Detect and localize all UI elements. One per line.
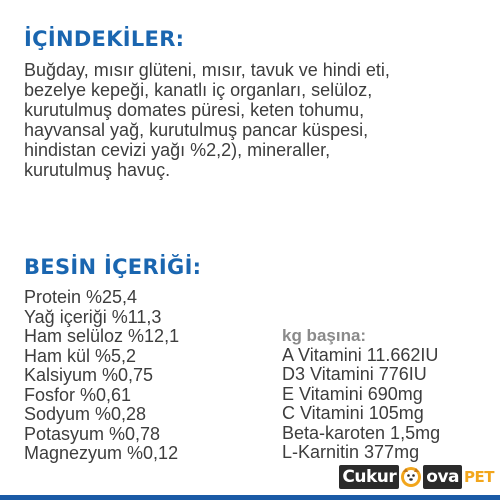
brand-logo xyxy=(339,464,494,490)
nutrition-item: Kalsiyum %0,75 xyxy=(24,365,154,385)
vitamin-item: A Vitamini 11.662IU xyxy=(282,344,439,365)
vitamin-item: Beta-karoten 1,5mg xyxy=(282,422,441,443)
nutrition-item: Protein %25,4 xyxy=(24,287,138,307)
nutrition-item: Potasyum %0,78 xyxy=(24,423,161,444)
logo-word-1: Cukur xyxy=(339,465,399,489)
vitamin-item: L-Karnitin 377mg xyxy=(282,442,420,462)
nutrition-heading: BESİN İÇERİĞİ: xyxy=(24,255,202,279)
nutrition-item: Ham kül %5,2 xyxy=(24,345,137,366)
ingredients-line: hayvansal yağ, kurutulmuş pancar küspesi, xyxy=(24,120,369,140)
nutrition-item: Fosfor %0,61 xyxy=(24,384,132,405)
nutrition-item: Yağ içeriği %11,3 xyxy=(24,306,162,327)
vitamin-item: D3 Vitamini 776IU xyxy=(282,364,427,384)
vitamin-subheading: kg başına: xyxy=(282,326,367,345)
vitamin-list xyxy=(282,326,440,463)
ingredients-line: bezelye kepeği, kanatlı iç organları, selüloz, xyxy=(24,80,373,100)
ingredients-heading: İÇİNDEKİLER: xyxy=(24,27,185,51)
logo-word-3: PET xyxy=(464,468,494,486)
nutrition-item: Magnezyum %0,12 xyxy=(24,443,179,463)
nutrition-item: Sodyum %0,28 xyxy=(24,404,147,424)
ingredients-line: hindistan cevizi yağı %2,2), mineraller, xyxy=(24,140,331,160)
ingredients-line: kurutulmuş havuç. xyxy=(24,160,171,180)
nutrition-list xyxy=(24,288,179,464)
bottom-stripe xyxy=(0,495,500,500)
vitamin-item: C Vitamini 105mg xyxy=(282,403,424,423)
logo-word-2: ova xyxy=(423,465,462,489)
ingredients-line: kurutulmuş domates püresi, keten tohumu, xyxy=(24,100,365,120)
vitamin-item: E Vitamini 690mg xyxy=(282,383,423,404)
ingredients-text xyxy=(24,60,486,180)
nutrition-item: Ham selüloz %12,1 xyxy=(24,326,180,346)
ingredients-line: Buğday, mısır glüteni, mısır, tavuk ve hindi eti, xyxy=(24,60,390,80)
dog-paw-icon xyxy=(400,466,422,488)
